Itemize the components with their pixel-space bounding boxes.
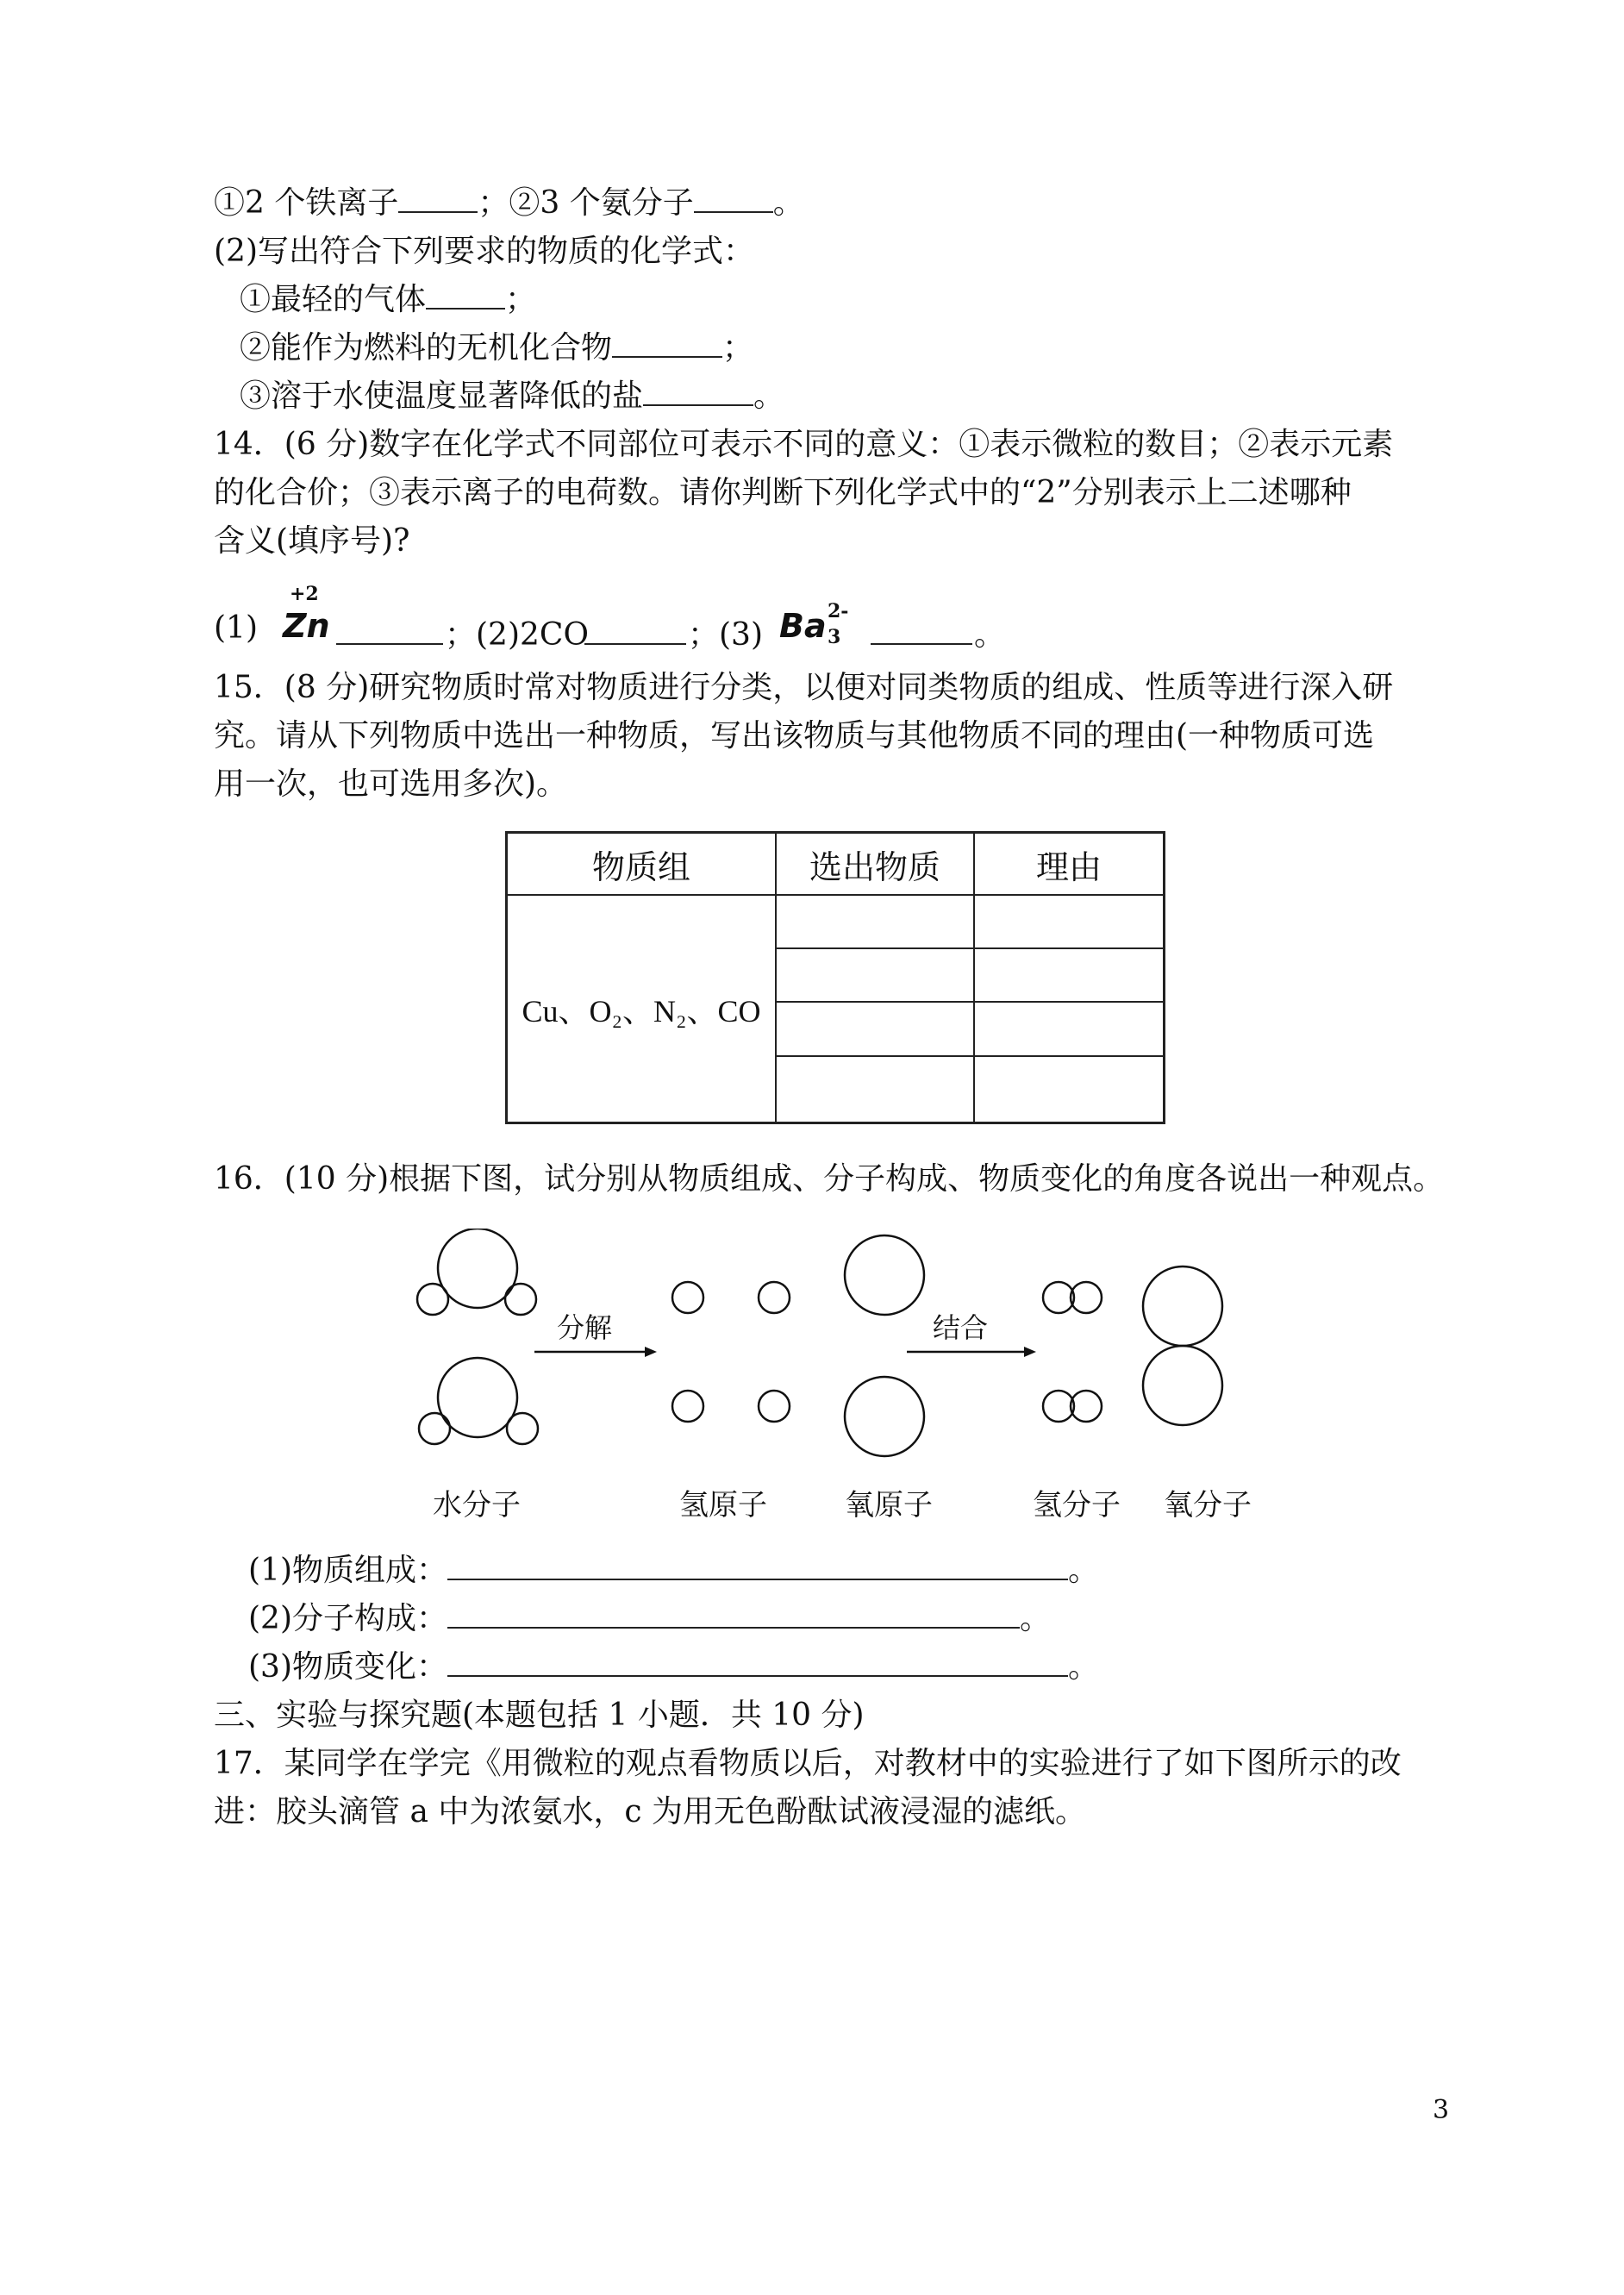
oxygen-atom xyxy=(845,1377,924,1456)
q17-line1: 17．某同学在学完《用微粒的观点看物质以后，对教材中的实验进行了如下图所示的改 xyxy=(214,1746,1402,1781)
label-oxygen-atom: 氧原子 xyxy=(845,1488,933,1523)
arrow-label-decompose: 分解 xyxy=(557,1311,613,1344)
answer-blank[interactable] xyxy=(426,282,505,310)
label-hydrogen-atom: 氢原子 xyxy=(679,1488,767,1523)
answer-blank[interactable] xyxy=(447,1649,1068,1677)
hydrogen-atom xyxy=(505,1284,536,1315)
classification-table xyxy=(505,831,1165,1124)
q16-answer2: (2)分子构成： 。 xyxy=(248,1601,1052,1636)
hydrogen-atom xyxy=(417,1284,448,1315)
table-cell[interactable] xyxy=(776,948,974,1002)
answer-blank[interactable] xyxy=(643,378,753,406)
q16-line1: 16．(10 分)根据下图，试分别从物质组成、分子构成、物质变化的角度各说出一种观点。 xyxy=(214,1161,1445,1197)
answer-blank[interactable] xyxy=(694,185,773,213)
hydrogen-atom xyxy=(1071,1391,1102,1422)
q13-item1: ①最轻的气体 ； xyxy=(240,282,537,317)
hydrogen-atom xyxy=(672,1391,703,1422)
answer-blank[interactable] xyxy=(584,617,686,645)
answer-blank[interactable] xyxy=(612,330,722,358)
substance-group: Cu、O₂、N₂、CO xyxy=(507,895,777,1123)
q17-line2: 进：胶头滴管 a 中为浓氨水，c 为用无色酚酞试液浸湿的滤纸。 xyxy=(214,1794,1086,1829)
table-header: 选出物质 xyxy=(776,833,974,896)
q14-line2: 的化合价；③表示离子的电荷数。请你判断下列化学式中的“2”分别表示上二述哪种 xyxy=(214,475,1352,510)
hydrogen-atom xyxy=(1043,1282,1074,1313)
hydrogen-atom xyxy=(507,1413,538,1444)
table-header: 物质组 xyxy=(507,833,777,896)
q14-formula-row: (1) +2 Zn ；(2)2CO ；(3) Ba 2- 3 。 xyxy=(214,583,1006,653)
hydrogen-atom xyxy=(1071,1282,1102,1313)
arrow-head xyxy=(645,1347,657,1357)
oxygen-atom xyxy=(845,1235,924,1315)
q14-line1: 14．(6 分)数字在化学式不同部位可表示不同的意义：①表示微粒的数目；②表示元素 xyxy=(214,427,1394,462)
label-water-molecule: 水分子 xyxy=(433,1488,521,1523)
label-hydrogen-molecule: 氢分子 xyxy=(1033,1488,1121,1523)
formula-ba: Ba xyxy=(779,607,827,645)
hydrogen-atom xyxy=(759,1282,790,1313)
q14-line3: 含义(填序号)? xyxy=(214,523,410,559)
q16-answer1: (1)物质组成： 。 xyxy=(248,1553,1100,1588)
table-cell[interactable] xyxy=(974,895,1165,948)
formula-zn: Zn xyxy=(283,607,330,645)
page-number: 3 xyxy=(1433,2095,1450,2125)
table-header: 理由 xyxy=(974,833,1165,896)
answer-blank[interactable] xyxy=(447,1553,1068,1580)
arrow-label-combine: 结合 xyxy=(933,1311,989,1344)
molecule-diagram xyxy=(405,1229,1284,1548)
q13-line1: ①2 个铁离子 ；②3 个氨分子 。 xyxy=(214,185,804,221)
hydrogen-atom xyxy=(419,1413,450,1444)
answer-blank[interactable] xyxy=(398,185,478,213)
answer-blank[interactable] xyxy=(336,617,443,645)
answer-blank[interactable] xyxy=(447,1601,1020,1629)
q13-item3: ③溶于水使温度显著降低的盐 。 xyxy=(240,378,785,414)
q13-part2-title: (2)写出符合下列要求的物质的化学式： xyxy=(214,234,754,269)
hydrogen-atom xyxy=(1043,1391,1074,1422)
hydrogen-atom xyxy=(672,1282,703,1313)
table-cell[interactable] xyxy=(974,1002,1165,1055)
hydrogen-atom xyxy=(759,1391,790,1422)
table-cell[interactable] xyxy=(776,1056,974,1123)
table-cell[interactable] xyxy=(776,1002,974,1055)
q15-line2: 究。请从下列物质中选出一种物质，写出该物质与其他物质不同的理由(一种物质可选 xyxy=(214,718,1375,754)
arrow-head xyxy=(1024,1347,1036,1357)
table-cell[interactable] xyxy=(974,1056,1165,1123)
q16-answer3: (3)物质变化： 。 xyxy=(248,1649,1100,1685)
answer-blank[interactable] xyxy=(871,617,972,645)
oxygen-atom xyxy=(1143,1346,1222,1425)
table-cell[interactable] xyxy=(776,895,974,948)
oxygen-atom xyxy=(1143,1266,1222,1346)
q13-item2: ②能作为燃料的无机化合物 ； xyxy=(240,330,754,366)
label-oxygen-molecule: 氧分子 xyxy=(1164,1488,1252,1523)
section-title: 三、实验与探究题(本题包括 1 小题．共 10 分) xyxy=(214,1698,865,1733)
table-cell[interactable] xyxy=(974,948,1165,1002)
q15-line3: 用一次，也可选用多次)。 xyxy=(214,766,568,802)
q15-line1: 15．(8 分)研究物质时常对物质进行分类，以便对同类物质的组成、性质等进行深入研 xyxy=(214,670,1394,705)
